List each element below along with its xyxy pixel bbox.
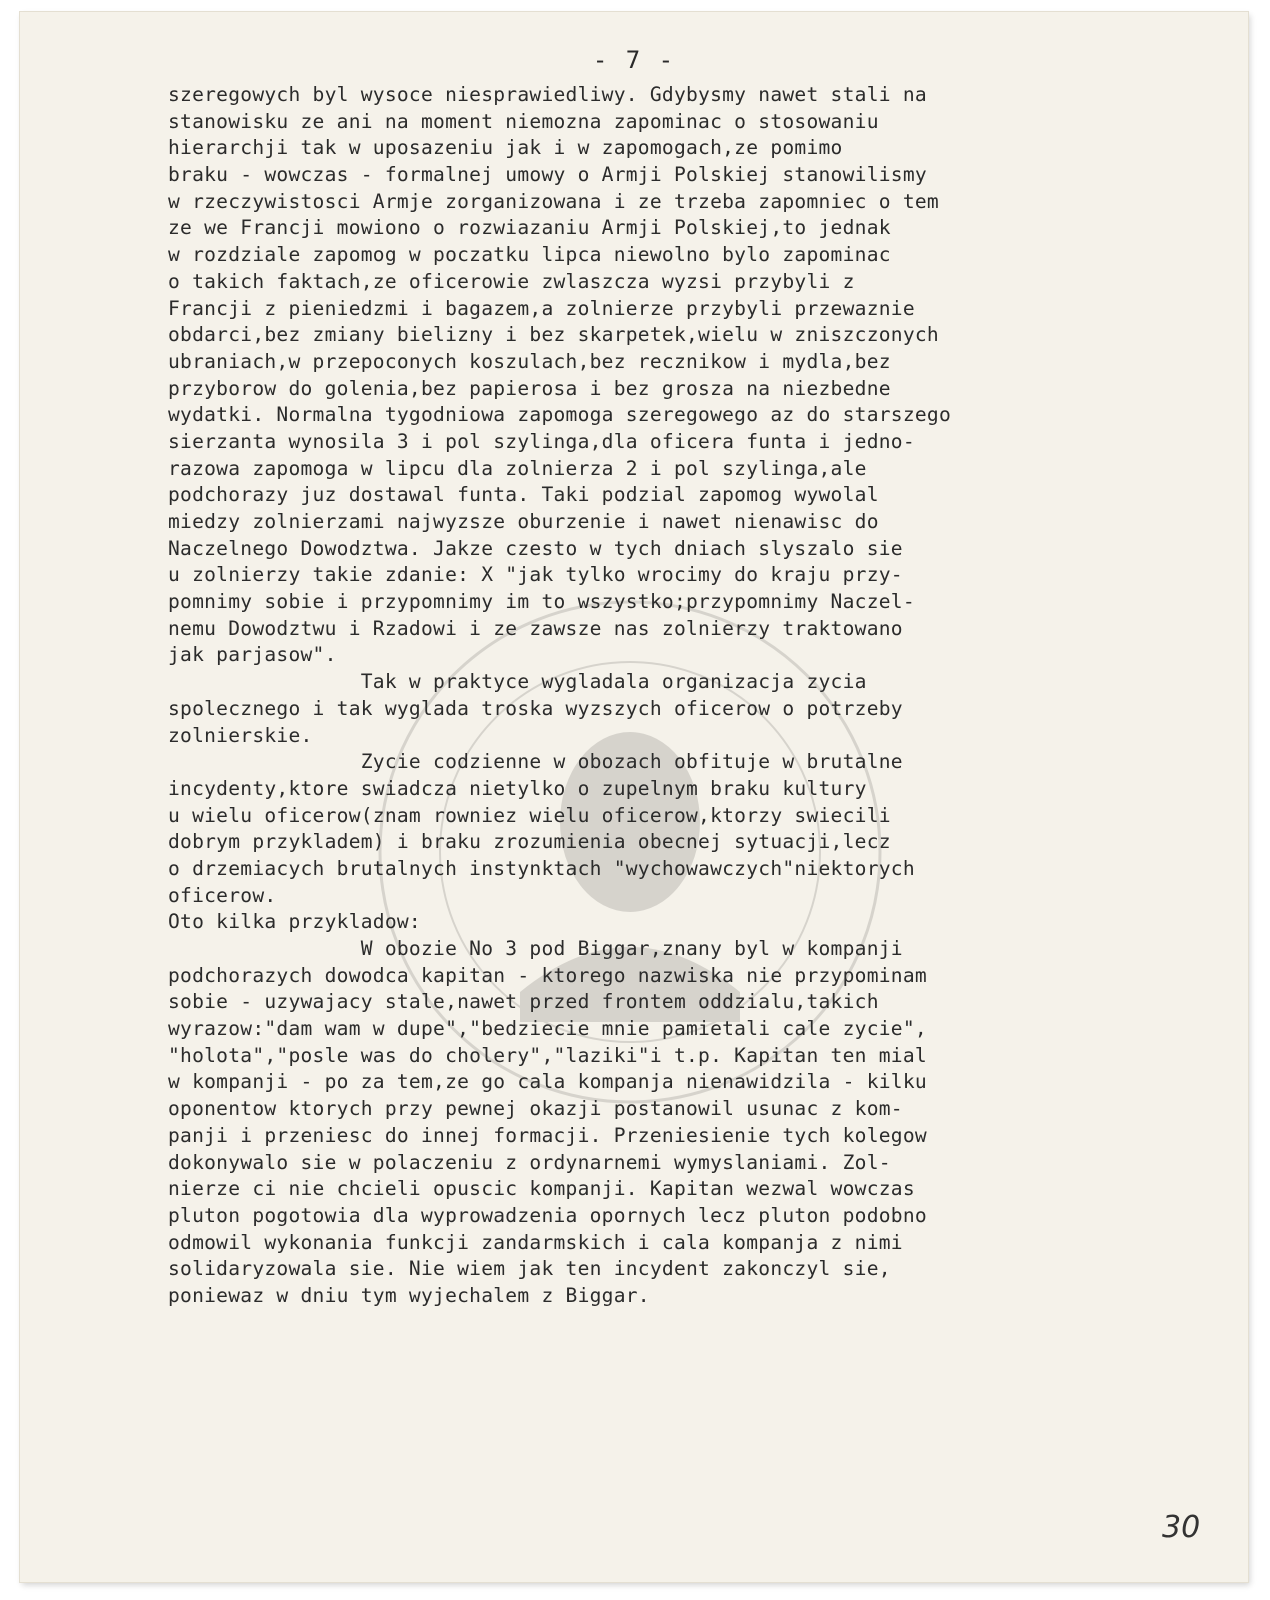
text-line: szeregowych byl wysoce niesprawiedliwy. Gdybysmy nawet stali na — [168, 83, 927, 106]
text-line: w kompanji - po za tem,ze go cala kompanja nienawidzila - kilku — [168, 1070, 927, 1094]
text-line: ze we Francji mowiono o rozwiazaniu Armji Polskiej,to jednak — [168, 216, 891, 240]
text-line: zolnierskie. — [168, 723, 313, 747]
text-line: pluton pogotowia dla wyprowadzenia opornych lecz pluton podobno — [168, 1203, 927, 1227]
text-line: sobie - uzywajacy stale,nawet przed frontem oddzialu,takich — [168, 990, 879, 1014]
text-line: razowa zapomoga w lipcu dla zolnierza 2 i pol szylinga,ale — [168, 456, 867, 480]
text-line: Naczelnego Dowodztwa. Jakze czesto w tych dniach slyszalo sie — [168, 536, 903, 560]
text-line: w rozdziale zapomog w poczatku lipca niewolno bylo zapominac — [168, 243, 891, 267]
text-line: oficerow. — [168, 883, 277, 907]
page-number: - 7 - — [592, 46, 676, 74]
text-line: u zolnierzy takie zdanie: X "jak tylko wrocimy do kraju przy- — [168, 563, 903, 587]
text-line: obdarci,bez zmiany bielizny i bez skarpetek,wielu w zniszczonych — [168, 323, 939, 347]
text-line: u wielu oficerow(znam rowniez wielu oficerow,ktorzy swiecili — [168, 803, 891, 827]
text-line: jak parjasow". — [168, 643, 337, 667]
text-line: podchorazych dowodca kapitan - ktorego nazwiska nie przypominam — [168, 963, 927, 987]
typewritten-body — [168, 82, 1228, 1310]
text-line: wyrazow:"dam wam w dupe","bedziecie mnie pamietali cale zycie", — [168, 1017, 927, 1041]
text-line: pomnimy sobie i przypomnimy im to wszystko;przypomnimy Naczel- — [168, 590, 915, 614]
text-line: Zycie codzienne w obozach obfituje w brutalne — [168, 750, 903, 774]
text-line: Tak w praktyce wygladala organizacja zycia — [168, 670, 867, 694]
text-line: panji i przeniesc do innej formacji. Przeniesienie tych kolegow — [168, 1123, 927, 1147]
text-line: solidaryzowala sie. Nie wiem jak ten incydent zakonczyl sie, — [168, 1257, 891, 1281]
text-line: oponentow ktorych przy pewnej okazji postanowil usunac z kom- — [168, 1097, 903, 1121]
text-line: odmowil wykonania funkcji zandarmskich i cala kompanja z nimi — [168, 1230, 903, 1254]
handwritten-folio-number: 30 — [1162, 1510, 1201, 1545]
text-line: Oto kilka przykladow: — [168, 910, 421, 934]
text-line: spolecznego i tak wyglada troska wyzszych oficerow o potrzeby — [168, 696, 903, 720]
text-line: podchorazy juz dostawal funta. Taki podzial zapomog wywolal — [168, 483, 879, 507]
text-line: dobrym przykladem) i braku zrozumienia obecnej sytuacji,lecz — [168, 830, 891, 854]
text-line: przyborow do golenia,bez papierosa i bez grosza na niezbedne — [168, 376, 891, 400]
text-line: braku - wowczas - formalnej umowy o Armji Polskiej stanowilismy — [168, 163, 927, 187]
text-line: dokonywalo sie w polaczeniu z ordynarnemi wymyslaniami. Zol- — [168, 1150, 891, 1174]
text-line: poniewaz w dniu tym wyjechalem z Biggar. — [168, 1283, 650, 1307]
text-line: Francji z pieniedzmi i bagazem,a zolnierze przybyli przewaznie — [168, 296, 915, 320]
text-line: "holota","posle was do cholery","laziki"i t.p. Kapitan ten mial — [168, 1043, 927, 1067]
text-line: ubraniach,w przepoconych koszulach,bez recznikow i mydla,bez — [168, 349, 891, 373]
text-line: w rzeczywistosci Armje zorganizowana i ze trzeba zapomniec o tem — [168, 189, 939, 213]
text-line: sierzanta wynosila 3 i pol szylinga,dla oficera funta i jedno- — [168, 429, 915, 453]
text-line: nemu Dowodztwu i Rzadowi i ze zawsze nas zolnierzy traktowano — [168, 616, 903, 640]
text-line: W obozie No 3 pod Biggar,znany byl w kompanji — [168, 937, 903, 960]
text-line: nierze ci nie chcieli opuscic kompanji. Kapitan wezwal wowczas — [168, 1177, 915, 1201]
text-line: hierarchji tak w uposazeniu jak i w zapomogach,ze pomimo — [168, 136, 843, 160]
text-line: wydatki. Normalna tygodniowa zapomoga szeregowego az do starszego — [168, 403, 952, 427]
text-line: stanowisku ze ani na moment niemozna zapominac o stosowaniu — [168, 109, 879, 133]
text-line: o drzemiacych brutalnych instynktach "wychowawczych"niektorych — [168, 856, 915, 880]
text-line: incydenty,ktore swiadcza nietylko o zupelnym braku kultury — [168, 776, 867, 800]
document-page — [20, 12, 1248, 1582]
text-line: o takich faktach,ze oficerowie zwlaszcza wyzsi przybyli z — [168, 269, 855, 293]
text-line: miedzy zolnierzami najwyzsze oburzenie i nawet nienawisc do — [168, 510, 879, 533]
